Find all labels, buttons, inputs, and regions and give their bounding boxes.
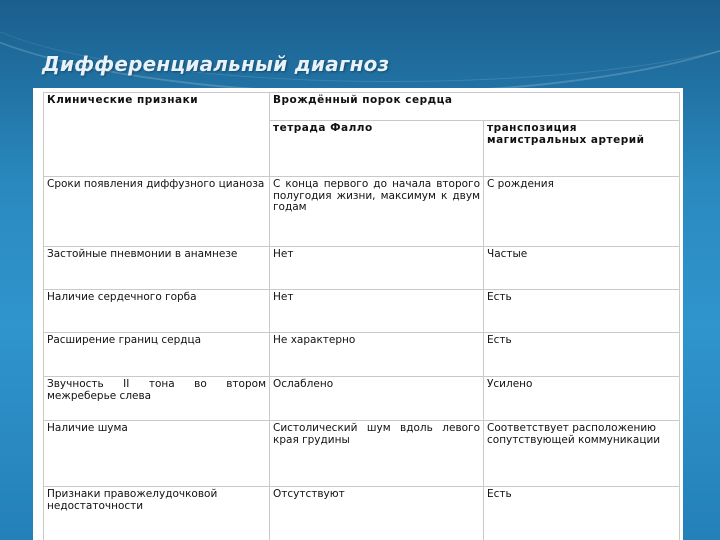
row-tetralogy-value: Ослаблено bbox=[270, 377, 484, 421]
table-row bbox=[44, 333, 680, 377]
row-sign: Расширение границ сердца bbox=[44, 333, 270, 377]
row-transposition-value: Усилено bbox=[484, 377, 680, 421]
row-sign: Наличие шума bbox=[44, 421, 270, 487]
row-tetralogy-value: Отсутствуют bbox=[270, 487, 484, 540]
header-tetralogy-fallot: тетрада Фалло bbox=[270, 121, 484, 177]
row-transposition-value: Есть bbox=[484, 290, 680, 333]
row-tetralogy-value: Нет bbox=[270, 290, 484, 333]
row-transposition-value: Есть bbox=[484, 333, 680, 377]
table-row bbox=[44, 377, 680, 421]
table-row bbox=[44, 290, 680, 333]
table-row bbox=[44, 177, 680, 247]
table-panel bbox=[33, 88, 683, 540]
row-sign: Наличие сердечного горба bbox=[44, 290, 270, 333]
table-row bbox=[44, 247, 680, 290]
row-tetralogy-value: Не характерно bbox=[270, 333, 484, 377]
row-sign: Признаки правожелудочковой недостаточности bbox=[44, 487, 270, 540]
row-transposition-value: Есть bbox=[484, 487, 680, 540]
header-congenital-defect: Врождённый порок сердца bbox=[270, 93, 680, 121]
table-row bbox=[44, 421, 680, 487]
row-transposition-value: Частые bbox=[484, 247, 680, 290]
header-clinical-signs: Клинические признаки bbox=[44, 93, 270, 177]
diagnosis-table bbox=[43, 92, 680, 540]
row-tetralogy-value: С конца первого до начала второго полугодия жизни, максимум к двум годам bbox=[270, 177, 484, 247]
row-transposition-value: Соответствует расположению сопутствующей коммуникации bbox=[484, 421, 680, 487]
row-sign: Застойные пневмонии в анамнезе bbox=[44, 247, 270, 290]
slide-title: Дифференциальный диагноз bbox=[42, 52, 390, 76]
row-sign: Сроки появления диффузного цианоза bbox=[44, 177, 270, 247]
row-tetralogy-value: Нет bbox=[270, 247, 484, 290]
row-tetralogy-value: Систолический шум вдоль левого края грудины bbox=[270, 421, 484, 487]
table-header-row bbox=[44, 93, 680, 121]
row-transposition-value: С рождения bbox=[484, 177, 680, 247]
header-transposition: транспозиция магистральных артерий bbox=[484, 121, 680, 177]
table-row bbox=[44, 487, 680, 540]
row-sign: Звучность II тона во втором межреберье слева bbox=[44, 377, 270, 421]
